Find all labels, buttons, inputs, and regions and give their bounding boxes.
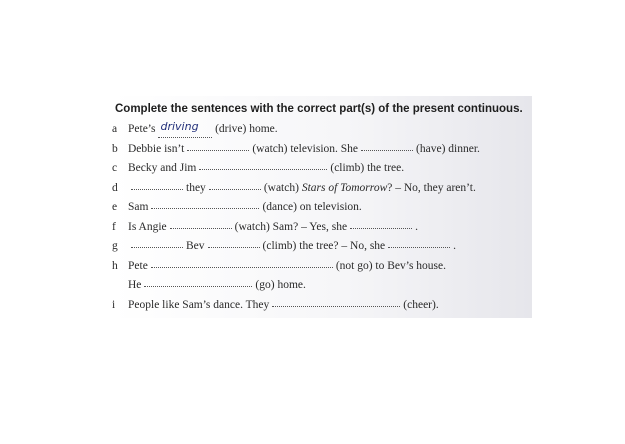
item-text: (climb) the tree. bbox=[330, 162, 405, 174]
item-text: (watch) Sam? – Yes, she bbox=[234, 221, 348, 233]
exercise-item-h bbox=[112, 258, 446, 274]
item-text: (cheer). bbox=[403, 299, 439, 311]
item-text: He bbox=[128, 279, 142, 291]
item-letter: h bbox=[112, 260, 118, 272]
answer-blank[interactable] bbox=[131, 246, 183, 248]
answer-blank[interactable] bbox=[131, 188, 183, 190]
exercise-item-f bbox=[112, 219, 418, 235]
item-letter: c bbox=[112, 162, 118, 174]
item-text: People like Sam’s dance. They bbox=[128, 299, 270, 311]
item-text: Bev bbox=[186, 240, 205, 252]
item-text: (climb) the tree? – No, she bbox=[262, 240, 386, 252]
item-text: (have) dinner. bbox=[416, 143, 480, 155]
exercise-item-d bbox=[112, 180, 476, 196]
exercise-item-c bbox=[112, 160, 404, 176]
exercise-item-a bbox=[112, 121, 278, 137]
item-letter: b bbox=[112, 143, 118, 155]
item-letter: f bbox=[112, 221, 116, 233]
answer-blank[interactable] bbox=[199, 168, 327, 170]
answer-blank[interactable] bbox=[151, 207, 259, 209]
answer-blank[interactable] bbox=[388, 246, 450, 248]
exercise-item-b bbox=[112, 141, 480, 157]
item-letter: g bbox=[112, 240, 118, 252]
answer-blank[interactable] bbox=[272, 305, 400, 307]
programme-title: Stars of Tomorrow bbox=[301, 182, 388, 194]
item-letter: i bbox=[112, 299, 116, 311]
item-text: . bbox=[415, 221, 418, 233]
answer-blank[interactable] bbox=[350, 227, 412, 229]
answer-blank[interactable] bbox=[209, 188, 261, 190]
item-letter: d bbox=[112, 182, 118, 194]
item-text: . bbox=[453, 240, 457, 252]
item-text: Pete’s bbox=[128, 123, 156, 135]
exercise-item-g bbox=[112, 238, 456, 254]
answer-blank[interactable] bbox=[170, 227, 232, 229]
exercise-item-h-continued bbox=[112, 277, 306, 293]
item-text: (not go) to Bev’s house. bbox=[335, 260, 447, 272]
item-text: they bbox=[186, 182, 206, 194]
exercise-item-e bbox=[112, 199, 362, 215]
item-text: (watch) bbox=[263, 182, 299, 194]
answer-blank[interactable] bbox=[158, 121, 212, 138]
answer-blank[interactable] bbox=[208, 246, 260, 248]
item-text: Sam bbox=[128, 201, 149, 213]
item-letter: a bbox=[112, 123, 118, 135]
exercise-instructions: Complete the sentences with the correct part(s) of the present continuous. bbox=[115, 103, 523, 115]
item-text: (go) home. bbox=[255, 279, 306, 291]
exercise-item-i bbox=[112, 297, 439, 313]
answer-blank[interactable] bbox=[144, 285, 252, 287]
answer-blank[interactable] bbox=[361, 149, 413, 151]
item-text: Pete bbox=[128, 260, 148, 272]
handwritten-answer: driving bbox=[160, 120, 199, 133]
item-text: ? – No, they aren’t. bbox=[387, 182, 476, 194]
item-letter: e bbox=[112, 201, 118, 213]
answer-blank[interactable] bbox=[187, 149, 249, 151]
item-text: (drive) home. bbox=[215, 123, 278, 135]
item-text: Becky and Jim bbox=[128, 162, 197, 174]
answer-blank[interactable] bbox=[151, 266, 333, 268]
item-text: Is Angie bbox=[128, 221, 167, 233]
item-text: Debbie isn’t bbox=[128, 143, 185, 155]
item-text: (watch) television. She bbox=[252, 143, 359, 155]
item-text: (dance) on television. bbox=[262, 201, 362, 213]
